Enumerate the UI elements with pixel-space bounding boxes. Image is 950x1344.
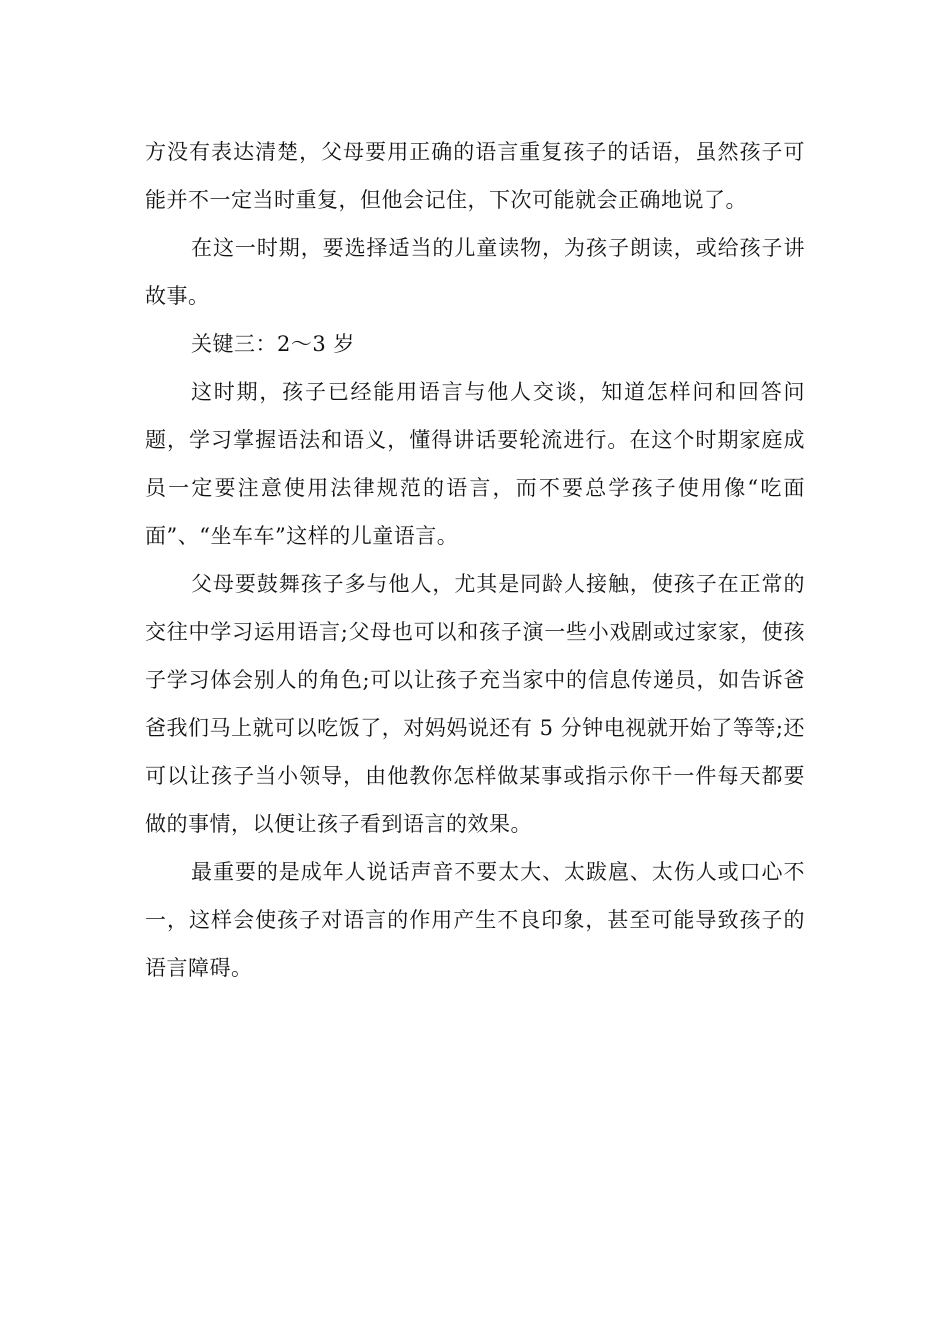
section-heading: 关键三：2～3 岁 [191,332,355,356]
paragraph-encouragement: 父母要鼓舞孩子多与他人，尤其是同龄人接触，使孩子在正常的交往中学习运用语言;父母也可以和孩子演一些小戏剧或过家家，使孩子学习体会别人的角色;可以让孩子充当家中的信息传递员，如告诉爸爸我们马上就可以吃饭了，对妈妈说还有 5 分钟电视就开始了等等;还可以让孩子当小领导，由他教你怎样做某事或指示你干一件每天都要做的事情，以便让孩子看到语言的效果。 [145,572,805,836]
paragraph-conversation: 这时期，孩子已经能用语言与他人交谈，知道怎样问和回答问题，学习掌握语法和语义，懂得讲话要轮流进行。在这个时期家庭成员一定要注意使用法律规范的语言，而不要总学孩子使用像“吃面面”、“坐车车”这样的儿童语言。 [145,380,805,548]
document-body [145,128,805,992]
paragraph-important: 最重要的是成年人说话声音不要太大、太跋扈、太伤人或口心不一，这样会使孩子对语言的作用产生不良印象，甚至可能导致孩子的语言障碍。 [145,860,805,980]
paragraph-continuation: 方没有表达清楚，父母要用正确的语言重复孩子的话语，虽然孩子可能并不一定当时重复，但他会记住，下次可能就会正确地说了。 [145,140,805,212]
paragraph-reading: 在这一时期，要选择适当的儿童读物，为孩子朗读，或给孩子讲故事。 [145,236,805,308]
